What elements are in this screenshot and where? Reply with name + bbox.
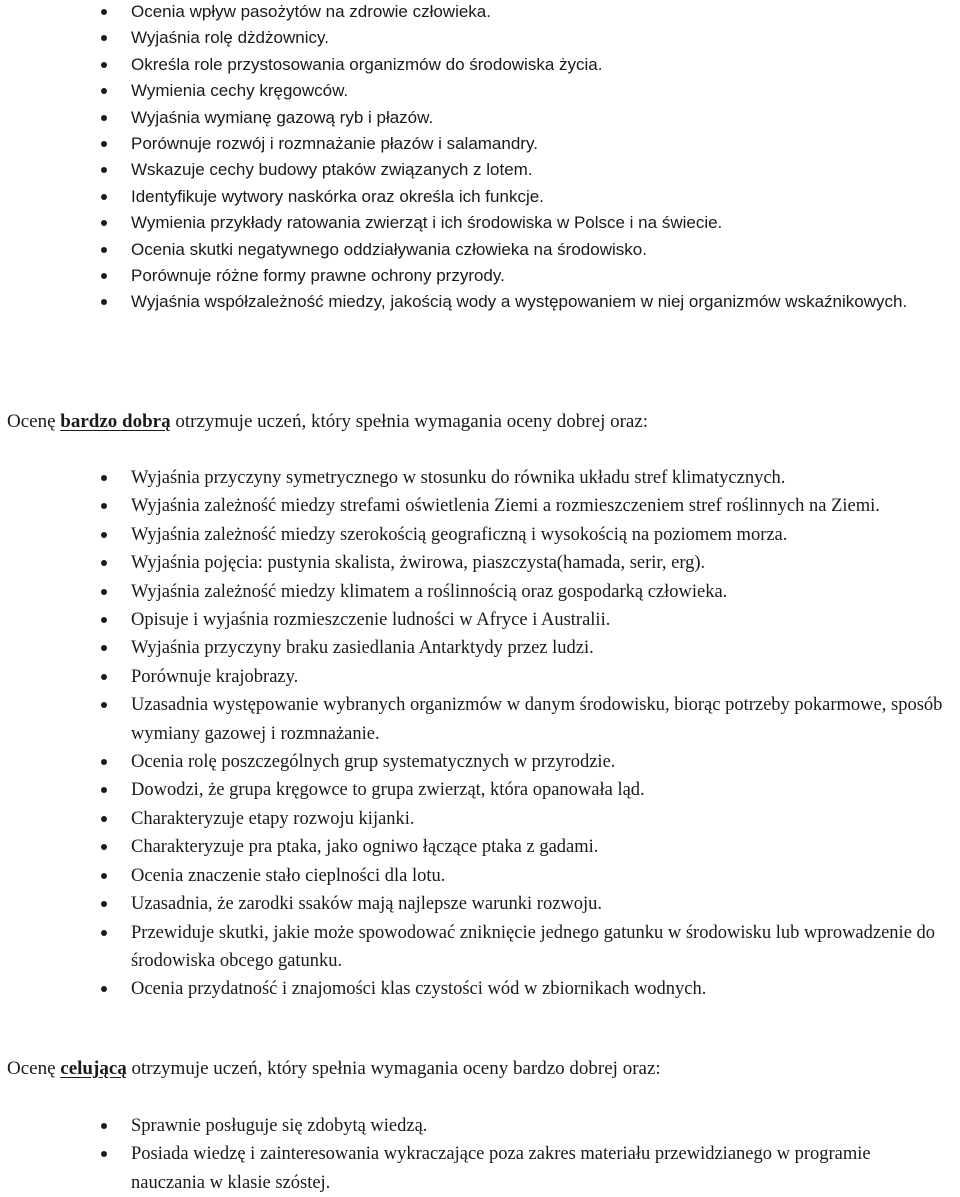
list-item: Wyjaśnia rolę dżdżownicy. — [0, 25, 960, 51]
grade-name: bardzo dobrą — [60, 411, 171, 432]
bullet-icon — [101, 62, 107, 68]
list-item: Ocenia wpływ pasożytów na zdrowie człowieka. — [0, 0, 960, 25]
list-item: Ocenia przydatność i znajomości klas czystości wód w zbiornikach wodnych. — [0, 975, 960, 1003]
list-item: Sprawnie posługuje się zdobytą wiedzą. — [0, 1112, 960, 1140]
bullet-icon — [101, 247, 107, 253]
bullet-icon — [101, 873, 107, 879]
bullet-icon — [101, 475, 107, 481]
list-item: Wyjaśnia pojęcia: pustynia skalista, żwirowa, piaszczysta(hamada, serir, erg). — [0, 549, 960, 577]
heading-prefix: Ocenę — [7, 1058, 61, 1079]
requirements-list-very-good — [0, 464, 960, 1004]
bullet-icon — [101, 759, 107, 765]
bullet-icon — [101, 1151, 107, 1157]
list-item: Wymienia przykłady ratowania zwierząt i ich środowiska w Polsce i na świecie. — [0, 210, 960, 236]
list-item: Opisuje i wyjaśnia rozmieszczenie ludności w Afryce i Australii. — [0, 606, 960, 634]
bullet-icon — [101, 167, 107, 173]
bullet-icon — [101, 194, 107, 200]
list-item: Porównuje różne formy prawne ochrony przyrody. — [0, 263, 960, 289]
list-item: Przewiduje skutki, jakie może spowodować zniknięcie jednego gatunku w środowisku lub wprowadzenie do środowiska obcego gatunku. — [0, 919, 960, 976]
grade-name: celującą — [60, 1058, 127, 1079]
bullet-icon — [101, 35, 107, 41]
bullet-icon — [101, 645, 107, 651]
list-item: Charakteryzuje pra ptaka, jako ogniwo łączące ptaka z gadami. — [0, 833, 960, 861]
bullet-icon — [101, 674, 107, 680]
list-item: Ocenia rolę poszczególnych grup systematycznych w przyrodzie. — [0, 748, 960, 776]
bullet-icon — [101, 617, 107, 623]
bullet-icon — [101, 560, 107, 566]
list-item: Identyfikuje wytwory naskórka oraz określa ich funkcje. — [0, 184, 960, 210]
list-item: Porównuje krajobrazy. — [0, 663, 960, 691]
list-item: Wyjaśnia wymianę gazową ryb i płazów. — [0, 105, 960, 131]
bullet-icon — [101, 532, 107, 538]
list-item: Wyjaśnia zależność miedzy strefami oświetlenia Ziemi a rozmieszczeniem stref roślinnych na Ziemi. — [0, 492, 960, 520]
bullet-icon — [101, 88, 107, 94]
bullet-icon — [101, 299, 107, 305]
list-item: Wskazuje cechy budowy ptaków związanych z lotem. — [0, 157, 960, 183]
bullet-icon — [101, 930, 107, 936]
list-item: Charakteryzuje etapy rozwoju kijanki. — [0, 805, 960, 833]
bullet-icon — [101, 844, 107, 850]
bullet-icon — [101, 787, 107, 793]
bullet-icon — [101, 1123, 107, 1129]
list-item: Porównuje rozwój i rozmnażanie płazów i salamandry. — [0, 131, 960, 157]
bullet-icon — [101, 273, 107, 279]
bullet-icon — [101, 816, 107, 822]
list-item: Wyjaśnia przyczyny braku zasiedlania Antarktydy przez ludzi. — [0, 634, 960, 662]
list-item: Ocenia znaczenie stało cieplności dla lotu. — [0, 862, 960, 890]
list-item: Wyjaśnia zależność miedzy szerokością geograficzną i wysokością na poziomem morza. — [0, 521, 960, 549]
bullet-icon — [101, 503, 107, 509]
heading-suffix: otrzymuje uczeń, który spełnia wymagania oceny dobrej oraz: — [170, 411, 649, 432]
bullet-icon — [101, 589, 107, 595]
bullet-icon — [101, 702, 107, 708]
list-item: Uzasadnia, że zarodki ssaków mają najlepsze warunki rozwoju. — [0, 890, 960, 918]
bullet-icon — [101, 901, 107, 907]
list-item: Dowodzi, że grupa kręgowce to grupa zwierząt, która opanowała ląd. — [0, 776, 960, 804]
list-item: Uzasadnia występowanie wybranych organizmów w danym środowisku, biorąc potrzeby pokarmowe, sposób wymiany gazowej i rozmnażanie. — [0, 691, 960, 748]
list-item: Wyjaśnia przyczyny symetrycznego w stosunku do równika układu stref klimatycznych. — [0, 464, 960, 492]
grade-heading-excellent — [7, 1055, 661, 1083]
requirements-list-top — [0, 0, 960, 316]
list-item: Wyjaśnia zależność miedzy klimatem a roślinnością oraz gospodarką człowieka. — [0, 578, 960, 606]
requirements-list-excellent — [0, 1112, 960, 1197]
list-item: Wymienia cechy kręgowców. — [0, 78, 960, 104]
bullet-icon — [101, 141, 107, 147]
list-item: Ocenia skutki negatywnego oddziaływania człowieka na środowisko. — [0, 237, 960, 263]
grade-heading-very-good — [7, 408, 648, 436]
bullet-icon — [101, 115, 107, 121]
list-item: Posiada wiedzę i zainteresowania wykraczające poza zakres materiału przewidzianego w programie nauczania w klasie szóstej. — [0, 1140, 960, 1197]
bullet-icon — [101, 220, 107, 226]
list-item: Wyjaśnia współzależność miedzy, jakością wody a występowaniem w niej organizmów wskaźnikowych. — [0, 289, 960, 315]
bullet-icon — [101, 986, 107, 992]
heading-suffix: otrzymuje uczeń, który spełnia wymagania oceny bardzo dobrej oraz: — [126, 1058, 661, 1079]
heading-prefix: Ocenę — [7, 411, 61, 432]
list-item: Określa role przystosowania organizmów do środowiska życia. — [0, 52, 960, 78]
bullet-icon — [101, 9, 107, 15]
